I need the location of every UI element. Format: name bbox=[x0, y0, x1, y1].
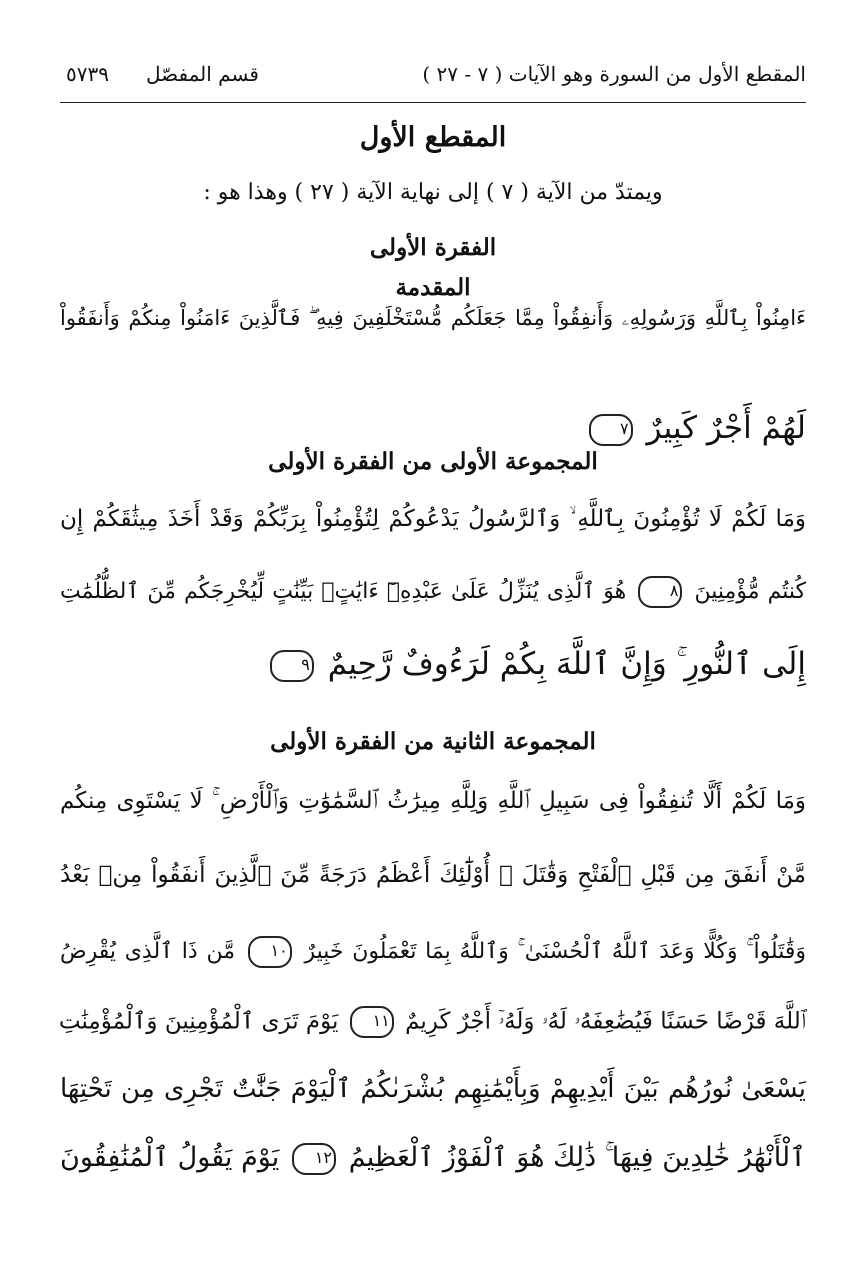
verse-line bbox=[60, 936, 806, 968]
verse-line bbox=[60, 1142, 806, 1175]
verse-line bbox=[60, 862, 806, 888]
ayah-number-marker: ١٠ bbox=[248, 936, 292, 968]
section-title: المقطع الأول bbox=[359, 122, 507, 153]
verse-text: يَوْمَ تَرَى ٱلْمُؤْمِنِينَ وَٱلْمُؤْمِنَٰتِ bbox=[58, 1008, 339, 1035]
verse-text: يَوْمَ يَقُولُ ٱلْمُنَٰفِقُونَ bbox=[60, 1142, 280, 1173]
intro-title: المقدمة bbox=[395, 274, 471, 301]
ayah-number-marker: ٧ bbox=[589, 414, 633, 446]
verse-text: وَمَا لَكُمْ أَلَّا تُنفِقُواْ فِى سَبِيلِ ٱللَّهِ وَلِلَّهِ مِيرَٰثُ ٱلسَّمَٰوَٰتِ وَٱلْأَرْضِ ۚ لَا يَسْتَوِى مِنكُم bbox=[60, 788, 806, 814]
verse-text: مَّن ذَا ٱلَّذِى يُقْرِضُ bbox=[60, 939, 235, 964]
verse-line bbox=[60, 1074, 806, 1104]
verse-line bbox=[60, 410, 806, 446]
ayah-number-marker: ١١ bbox=[350, 1006, 394, 1038]
verse-text: يَسْعَىٰ نُورُهُم بَيْنَ أَيْدِيهِمْ وَبِأَيْمَٰنِهِم بُشْرَىٰكُمُ ٱلْيَوْمَ جَنَّٰتٌ تَجْرِى مِن تَحْتِهَا bbox=[60, 1074, 806, 1104]
verse-text: هُوَ ٱلَّذِى يُنَزِّلُ عَلَىٰ عَبْدِهِۦٓ ءَايَٰتٍۭ بَيِّنَٰتٍ لِّيُخْرِجَكُم مِّنَ ٱلظُّلُمَٰتِ bbox=[60, 579, 627, 604]
verse-line bbox=[60, 646, 806, 683]
group2-title: المجموعة الثانية من الفقرة الأولى bbox=[270, 728, 596, 755]
ayah-number-marker: ٨ bbox=[638, 576, 682, 608]
ayah-number-marker: ١٢ bbox=[292, 1143, 336, 1175]
verse-text: وَقَٰتَلُواْ ۚ وَكُلًّا وَعَدَ ٱللَّهُ ٱلْحُسْنَىٰ ۚ وَٱللَّهُ بِمَا تَعْمَلُونَ خَبِيرٌ bbox=[304, 939, 806, 964]
verse-text: ءَامِنُواْ بِٱللَّهِ وَرَسُولِهِۦ وَأَنفِقُواْ مِمَّا جَعَلَكُم مُّسْتَخْلَفِينَ فِيهِ ۖ فَٱلَّذِينَ ءَامَنُواْ مِنكُمْ وَأَنفَقُواْ bbox=[60, 306, 806, 330]
verse-line bbox=[60, 788, 806, 814]
section-extent: ويمتدّ من الآية ( ٧ ) إلى نهاية الآية ( ٢٧ ) وهذا هو : bbox=[203, 180, 663, 205]
group1-title: المجموعة الأولى من الفقرة الأولى bbox=[268, 448, 598, 475]
verse-text: ٱللَّهَ قَرْضًا حَسَنًا فَيُضَٰعِفَهُۥ لَهُۥ وَلَهُۥٓ أَجْرٌ كَرِيمٌ bbox=[405, 1008, 806, 1035]
verse-line bbox=[60, 576, 806, 608]
running-header bbox=[60, 62, 806, 103]
ayah-number-marker: ٩ bbox=[270, 650, 314, 682]
paragraph-title: الفقرة الأولى bbox=[369, 234, 497, 261]
verse-line bbox=[60, 306, 806, 331]
verse-text: ٱلْأَنْهَٰرُ خَٰلِدِينَ فِيهَا ۚ ذَٰلِكَ هُوَ ٱلْفَوْزُ ٱلْعَظِيمُ bbox=[348, 1142, 806, 1173]
verse-text: مَّنْ أَنفَقَ مِن قَبْلِ ٱلْفَتْحِ وَقَٰتَلَ ۚ أُوْلَٰٓئِكَ أَعْظَمُ دَرَجَةً مِّنَ ٱلَّذِينَ أَنفَقُواْ مِنۢ بَعْدُ bbox=[60, 862, 806, 888]
verse-text: لَهُمْ أَجْرٌ كَبِيرٌ bbox=[646, 410, 806, 446]
verse-text: كُنتُم مُّؤْمِنِينَ bbox=[694, 579, 806, 604]
header-section: قسم المفصّل bbox=[146, 62, 259, 86]
verse-line bbox=[60, 506, 806, 532]
verse-text: وَمَا لَكُمْ لَا تُؤْمِنُونَ بِٱللَّهِ ۙ وَٱلرَّسُولُ يَدْعُوكُمْ لِتُؤْمِنُواْ بِرَبِّكُمْ وَقَدْ أَخَذَ مِيثَٰقَكُمْ إِن bbox=[60, 506, 806, 532]
verse-line bbox=[60, 1006, 806, 1038]
page-number: ٥٧٣٩ bbox=[66, 62, 109, 86]
verse-text: إِلَى ٱلنُّورِ ۚ وَإِنَّ ٱللَّهَ بِكُمْ لَرَءُوفٌ رَّحِيمٌ bbox=[327, 646, 806, 682]
header-passage: المقطع الأول من السورة وهو الآيات ( ٧ - ٢٧ ) bbox=[422, 62, 806, 86]
